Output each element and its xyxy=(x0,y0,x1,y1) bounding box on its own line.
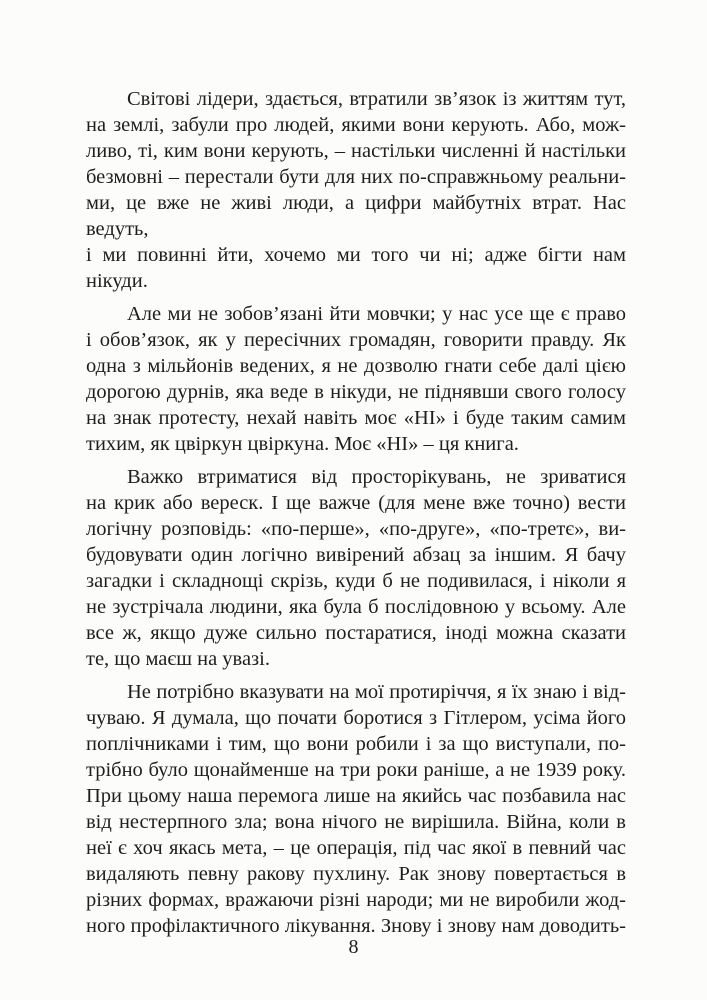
paragraph-1 xyxy=(86,86,626,294)
text-line: безмовні – перестали бути для них по-справжньому реальни- xyxy=(86,166,626,188)
text-line: на землі, забули про людей, якими вони керують. Або, мож- xyxy=(86,114,626,136)
text-line: Світові лідери, здається, втратили зв’язок із життям тут, xyxy=(127,88,626,110)
text-line: ми, це вже не живі люди, а цифри майбутніх втрат. Нас ведуть, xyxy=(86,192,626,240)
text-line: Але ми не зобов’язані йти мовчки; у нас усе ще є право xyxy=(127,303,626,325)
text-block xyxy=(86,86,626,946)
text-line: будовувати один логічно вивірений абзац за іншим. Я бачу xyxy=(86,544,626,566)
text-line: одна з мільйонів ведених, я не дозволю гнати себе далі цією xyxy=(86,355,626,377)
text-line: видаляють певну ракову пухлину. Рак знову повертається в xyxy=(86,863,626,885)
text-line: і обов’язок, як у пересічних громадян, говорити правду. Як xyxy=(86,329,626,351)
text-line: на знак протесту, нехай навіть моє «НІ» і буде таким самим xyxy=(86,407,626,429)
paragraph-3 xyxy=(86,464,626,672)
text-line: логічну розповідь: «по-перше», «по-друге», «по-третє», ви- xyxy=(86,518,626,540)
paragraph-4 xyxy=(86,679,626,939)
text-line: загадки і складнощі скрізь, куди б не подивилася, і ніколи я xyxy=(86,570,626,592)
text-line: Важко втриматися від просторікувань, не зриватися xyxy=(127,466,626,488)
text-line: чуваю. Я думала, що почати боротися з Гітлером, усіма його xyxy=(86,707,626,729)
text-line: неї є хоч якась мета, – це операція, під час якої в певний час xyxy=(86,837,626,859)
text-line: поплічниками і тим, що вони робили і за що виступали, по- xyxy=(86,733,626,755)
text-line: ного профілактичного лікування. Знову і знову нам доводить- xyxy=(86,915,626,937)
text-line: При цьому наша перемога лише на якийсь час позбавила нас xyxy=(86,785,626,807)
text-line: і ми повинні йти, хочемо ми того чи ні; адже бігти нам нікуди. xyxy=(86,244,626,292)
text-line: все ж, якщо дуже сильно постаратися, іноді можна сказати xyxy=(86,622,626,644)
text-line: ливо, ті, ким вони керують, – настільки численні й настільки xyxy=(86,140,626,162)
text-line: те, що маєш на увазі. xyxy=(86,648,270,670)
text-line: від нестерпного зла; вона нічого не вирішила. Війна, коли в xyxy=(86,811,626,833)
text-line: різних формах, вражаючи різні народи; ми не виробили жод- xyxy=(86,889,626,911)
text-line: трібно було щонайменше на три роки раніше, а не 1939 року. xyxy=(86,759,626,781)
text-line: Не потрібно вказувати на мої протиріччя, я їх знаю і від- xyxy=(127,681,626,703)
text-line: тихим, як цвіркун цвіркуна. Моє «НІ» – ця книга. xyxy=(86,433,519,455)
page-number: 8 xyxy=(348,936,359,958)
paragraph-2 xyxy=(86,301,626,457)
text-line: дорогою дурнів, яка веде в нікуди, не піднявши свого голосу xyxy=(86,381,626,403)
text-line: на крик або вереск. І ще важче (для мене вже точно) вести xyxy=(86,492,626,514)
text-line: не зустрічала людини, яка була б послідовною у всьому. Але xyxy=(86,596,626,618)
